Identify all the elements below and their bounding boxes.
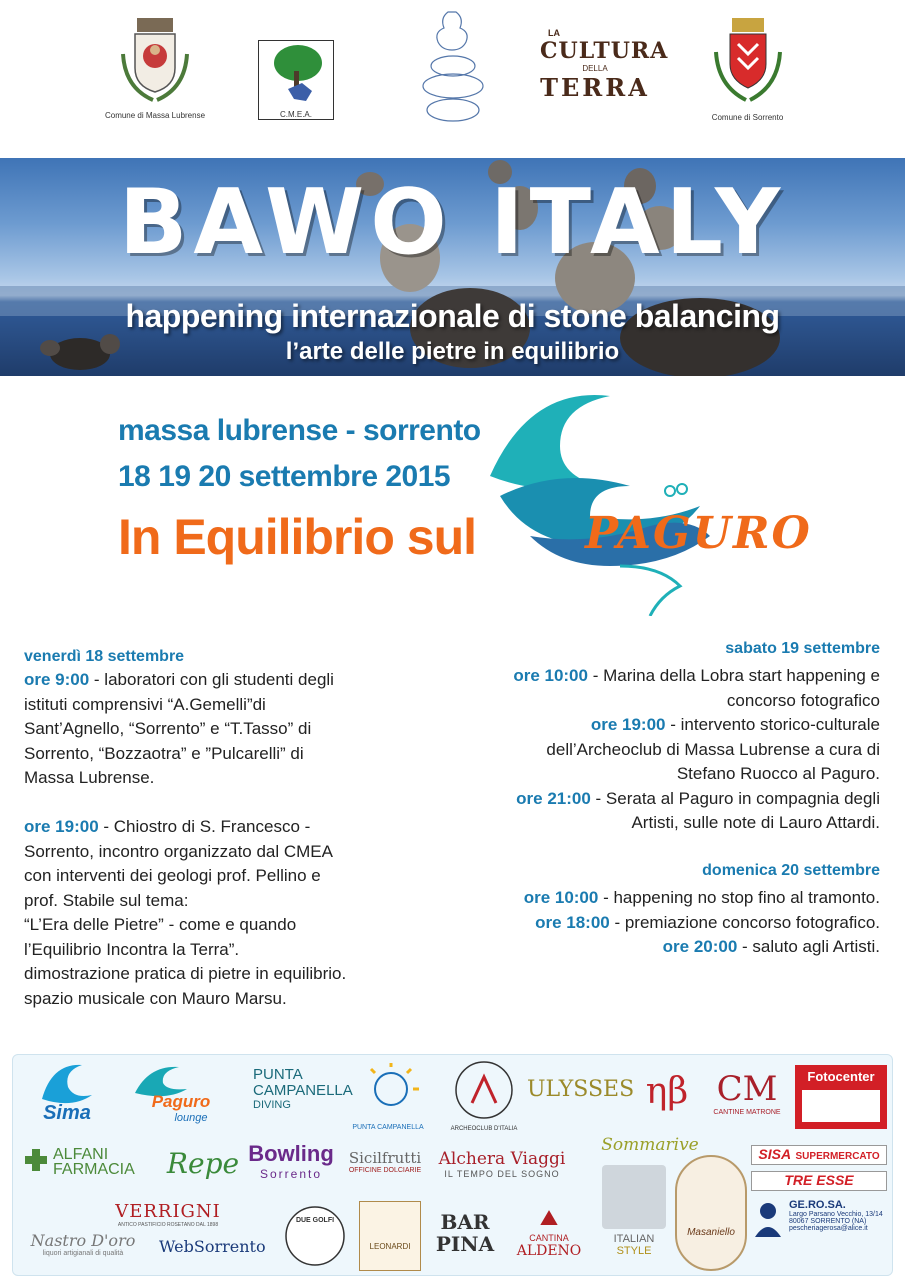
banner-tagline: l’arte delle pietre in equilibrio: [285, 338, 620, 365]
banner-subtitle: happening internazionale di stone balancing: [125, 298, 780, 334]
event-text: prof. Stabile sul tema:: [24, 890, 189, 910]
sponsor-sub: liquori artigianali di qualità: [42, 1250, 124, 1257]
event-text: concorso fotografico: [726, 690, 880, 710]
sponsor-sima: [25, 1061, 109, 1125]
crest-icon: [115, 14, 195, 104]
sponsor-name: BAR PINA: [435, 1210, 495, 1256]
sponsor-alfani-farmacia: [23, 1147, 157, 1177]
sponsor-name: Sommarive: [601, 1135, 699, 1155]
sponsor-name: ηβ: [645, 1071, 689, 1112]
event-text: Stefano Ruocco al Paguro.: [676, 764, 880, 783]
sponsor-name: Bowling: [248, 1141, 334, 1166]
cultura-della-terra-logo: [540, 28, 669, 110]
sponsors-panel: [12, 1054, 893, 1276]
event-time: ore 21:00: [516, 788, 591, 808]
italian-style-icon: [602, 1165, 666, 1229]
sponsor-name: PUNTA: [253, 1066, 303, 1083]
due-golfi-icon: [280, 1205, 350, 1267]
sorrento-crest: [700, 14, 795, 122]
pharmacy-cross-icon: [23, 1147, 49, 1173]
sponsor-sub: 80067 SORRENTO (NA): [789, 1218, 867, 1225]
logo-text: DELLA: [582, 64, 608, 73]
sponsor-name: WebSorrento: [159, 1237, 266, 1256]
banner-title: BAWO ITALY: [118, 170, 787, 275]
event-dates: 18 19 20 settembre 2015: [118, 460, 451, 493]
event-text: - happening no stop fino al tramonto.: [598, 888, 880, 907]
fisherman-icon: [751, 1199, 785, 1239]
sponsor-name: ULYSSES: [527, 1077, 635, 1102]
event-text: dimostrazione pratica di pietre in equilibrio.: [24, 964, 347, 983]
logo-caption: Comune di Massa Lubrense: [104, 111, 206, 120]
sponsor-amp-punta-campanella: [343, 1063, 433, 1131]
sponsor-name: Fotocenter: [807, 1069, 875, 1084]
sponsor-tre-esse: [751, 1171, 887, 1191]
sponsor-sub: Sorrento: [259, 1167, 323, 1181]
sponsor-name: ALFANI: [53, 1146, 109, 1163]
logo-text: CULTURA: [540, 38, 669, 64]
sponsor-name: CANTINA: [529, 1233, 569, 1243]
event-text: l’Equilibrio Incontra la Terra”.: [24, 939, 240, 959]
event-time: ore 20:00: [662, 937, 738, 956]
logo-text: TERRA: [540, 73, 650, 102]
event-text: dell’Archeoclub di Massa Lubrense a cura di: [546, 739, 880, 759]
sponsor-leonardi: [359, 1201, 421, 1271]
wave-icon: [37, 1061, 97, 1105]
sponsor-due-golfi: [277, 1205, 353, 1272]
sponsor-sub: CANTINE MATRONE: [713, 1109, 781, 1116]
sponsor-sub: Largo Parsano Vecchio, 13/14: [789, 1211, 883, 1218]
sponsor-websorrento: [159, 1237, 266, 1256]
event-place: massa lubrense - sorrento: [118, 414, 481, 447]
sponsor-paguro: [111, 1063, 221, 1124]
event-time: ore 19:00: [24, 817, 99, 836]
event-text: Sorrento, incontro organizzato dal CMEA: [24, 841, 333, 861]
day-heading-sunday: domenica 20 settembre: [702, 862, 880, 879]
sponsor-bar-pina: [433, 1203, 497, 1255]
sponsor-name: ARCHEOCLUB D'ITALIA: [450, 1126, 518, 1132]
sun-icon: [355, 1063, 421, 1119]
sponsor-name: CAMPANELLA: [253, 1082, 353, 1099]
event-text: - Marina della Lobra start happening e: [587, 666, 880, 685]
massa-lubrense-crest: [100, 14, 210, 120]
sponsor-name: Alchera Viaggi: [438, 1149, 566, 1169]
event-time: ore 18:00: [535, 912, 610, 932]
sponsor-punta-campanella-diving: [227, 1066, 353, 1111]
sponsor-name: PUNTA CAMPANELLA: [352, 1124, 424, 1131]
sponsor-name: TRE ESSE: [784, 1172, 854, 1188]
crest-icon: [708, 14, 788, 106]
event-time: ore 9:00: [24, 670, 90, 689]
sunday-program: [440, 886, 880, 960]
sponsor-fotocenter: [795, 1065, 887, 1129]
sponsor-sub: OFFICINE DOLCIARIE: [348, 1167, 422, 1174]
sponsor-sub: pescheriagerosa@alice.it: [789, 1225, 868, 1232]
sponsor-cantina-aldeno: ⛰ CANTINA ALDENO: [509, 1205, 589, 1259]
day-heading-friday: venerdì 18 settembre: [24, 648, 185, 665]
event-text: - Serata al Paguro in compagnia degli: [590, 788, 880, 808]
sponsor-name: Paguro: [151, 1092, 211, 1111]
sponsor-name: GE.RO.SA.: [789, 1199, 846, 1211]
balanced-stones-icon: [408, 8, 498, 123]
paguro-wave-icon: [470, 386, 720, 616]
event-text: con interventi dei geologi prof. Pellino e: [24, 866, 321, 885]
sponsor-name: ALDENO: [516, 1243, 582, 1259]
sponsor-name: FARMACIA: [53, 1161, 135, 1178]
brand-strip: [802, 1090, 880, 1122]
logo-caption: C.M.E.A.: [279, 110, 312, 119]
sponsor-name: Nastro D'oro: [30, 1231, 136, 1250]
sponsor-sub: ANTICO PASTIFICIO ROSETANO DAL 1898: [117, 1222, 219, 1228]
paguro-logo-word: PAGURO: [585, 508, 812, 559]
sponsor-nb: [637, 1071, 697, 1112]
event-text: Artisti, sulle note di Lauro Attardi.: [631, 813, 880, 832]
day-heading-saturday: sabato 19 settembre: [725, 640, 880, 657]
sponsor-sommarive: [583, 1135, 717, 1155]
sponsor-name: Masaniello: [687, 1227, 735, 1238]
sponsor-sisa: [751, 1145, 887, 1165]
event-text: istituti comprensivi “A.Gemelli”di: [24, 694, 266, 714]
event-text: Massa Lubrense.: [24, 768, 155, 787]
event-text: spazio musicale con Mauro Marsu.: [24, 988, 287, 1008]
banner: [0, 158, 905, 376]
sponsor-cantine-matrone: [703, 1069, 791, 1116]
sponsor-name: SISA: [758, 1146, 792, 1162]
sponsor-ulysses: [527, 1077, 635, 1102]
sponsor-masaniello: [675, 1155, 747, 1271]
sponsor-name: ITALIAN: [613, 1233, 655, 1245]
tree-map-icon: [260, 41, 332, 107]
event-text: Sant’Agnello, “Sorrento” e “T.Tasso” di: [24, 719, 312, 738]
stone-statue-logo: [408, 8, 498, 128]
cmea-logo: [258, 40, 334, 120]
sponsor-name: Sima: [43, 1102, 91, 1124]
sponsor-name: VERRIGNI: [115, 1201, 221, 1222]
sponsor-sicilfrutti: [343, 1149, 427, 1174]
sponsor-name: DUE GOLFI: [295, 1217, 335, 1224]
logo-caption: Comune di Sorrento: [711, 113, 784, 122]
sponsor-verrigni: [93, 1201, 243, 1228]
sponsor-sub: DIVING: [253, 1099, 291, 1111]
sponsor-alchera-viaggi: [431, 1149, 573, 1179]
event-text: - saluto agli Artisti.: [737, 937, 880, 956]
sponsor-archeoclub: [445, 1059, 523, 1132]
event-text: “L’Era delle Pietre” - come e quando: [24, 915, 297, 934]
sponsor-name: LEONARDI: [369, 1242, 411, 1251]
event-text: - premiazione concorso fotografico.: [609, 912, 880, 932]
event-text: - Chiostro di S. Francesco -: [98, 817, 311, 836]
sponsor-name: Sicilfrutti: [348, 1149, 422, 1167]
sponsor-name: Repe: [166, 1147, 240, 1180]
event-time: ore 19:00: [590, 715, 666, 734]
sponsor-sub: lounge: [174, 1112, 208, 1124]
sponsor-bowling-sorrento: [245, 1141, 337, 1181]
archeoclub-icon: [451, 1059, 517, 1121]
sponsor-italian-style: [593, 1165, 675, 1257]
event-title: In Equilibrio sul: [118, 509, 476, 565]
sponsor-name: STYLE: [616, 1245, 652, 1257]
saturday-program: [440, 664, 880, 836]
sponsor-sub: SUPERMERCATO: [795, 1151, 880, 1162]
event-text: - laboratori con gli studenti degli: [89, 670, 334, 689]
sponsor-gerosa: [751, 1199, 891, 1239]
event-text: Sorrento, “Bozzaotra” e ”Pulcarelli” di: [24, 743, 304, 763]
event-time: ore 10:00: [513, 666, 588, 685]
sponsor-sub: IL TEMPO DEL SOGNO: [444, 1169, 560, 1179]
sponsor-repe: [165, 1147, 241, 1180]
event-time: ore 10:00: [523, 888, 599, 907]
event-text: - intervento storico-culturale: [665, 715, 880, 734]
logo-text: LA: [548, 28, 560, 38]
sponsor-name: CM: [716, 1069, 778, 1109]
friday-program: [24, 668, 444, 1011]
